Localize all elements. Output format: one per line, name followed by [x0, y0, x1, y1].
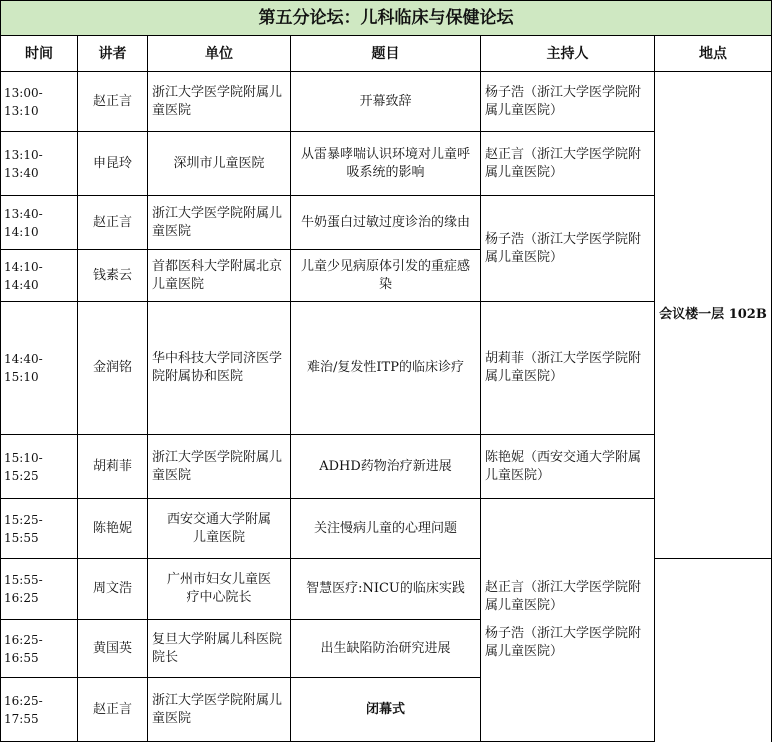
row-speaker: 陈艳妮	[78, 499, 148, 559]
row-unit: 广州市妇女儿童医疗中心院长	[148, 559, 291, 620]
row-topic: ADHD药物治疗新进展	[291, 435, 481, 499]
row-topic: 关注慢病儿童的心理问题	[291, 499, 481, 559]
header-speaker: 讲者	[78, 36, 148, 72]
row-time: 15:25-15:55	[1, 499, 78, 559]
host-cell: 杨子浩（浙江大学医学院附属儿童医院）	[481, 72, 655, 132]
row-topic: 牛奶蛋白过敏过度诊治的缘由	[291, 196, 481, 250]
host-cell: 杨子浩（浙江大学医学院附属儿童医院）	[485, 626, 642, 659]
header-venue: 地点	[655, 36, 772, 72]
row-topic: 闭幕式	[291, 678, 481, 742]
row-time: 13:40-14:10	[1, 196, 78, 250]
header-unit: 单位	[148, 36, 291, 72]
row-speaker: 申昆玲	[78, 132, 148, 196]
table-row	[1, 678, 772, 742]
row-time: 13:00-13:10	[1, 72, 78, 132]
venue-cell: 会议楼一层 102B	[655, 72, 772, 559]
row-time: 14:10-14:40	[1, 250, 78, 302]
row-time: 15:10-15:25	[1, 435, 78, 499]
forum-title: 第五分论坛：儿科临床与保健论坛	[1, 1, 772, 36]
table-row	[1, 72, 772, 132]
row-unit: 深圳市儿童医院	[148, 132, 291, 196]
header-time: 时间	[1, 36, 78, 72]
host-cell: 陈艳妮（西安交通大学附属儿童医院）	[481, 435, 655, 499]
row-unit: 浙江大学医学院附属儿童医院	[148, 196, 291, 250]
row-unit: 首都医科大学附属北京儿童医院	[148, 250, 291, 302]
row-topic: 智慧医疗:NICU的临床实践	[291, 559, 481, 620]
row-time: 16:25-16:55	[1, 620, 78, 678]
table-row	[1, 620, 772, 678]
row-speaker: 赵正言	[78, 678, 148, 742]
row-unit: 西安交通大学附属儿童医院	[148, 499, 291, 559]
header-host: 主持人	[481, 36, 655, 72]
header-row	[1, 36, 772, 72]
row-speaker: 赵正言	[78, 196, 148, 250]
header-topic: 题目	[291, 36, 481, 72]
table-row	[1, 559, 772, 620]
row-unit: 浙江大学医学院附属儿童医院	[148, 72, 291, 132]
row-topic: 从雷暴哮喘认识环境对儿童呼吸系统的影响	[291, 132, 481, 196]
row-topic: 开幕致辞	[291, 72, 481, 132]
host-cell: 赵正言（浙江大学医学院附属儿童医院）	[481, 132, 655, 196]
host-cell: 胡莉菲（浙江大学医学院附属儿童医院）	[481, 302, 655, 435]
row-topic: 出生缺陷防治研究进展	[291, 620, 481, 678]
row-unit: 华中科技大学同济医学院附属协和医院	[148, 302, 291, 435]
row-speaker: 钱素云	[78, 250, 148, 302]
host-cell-group	[481, 499, 655, 742]
title-row	[1, 1, 772, 36]
row-time: 14:40-15:10	[1, 302, 78, 435]
host-cell: 杨子浩（浙江大学医学院附属儿童医院）	[481, 196, 655, 302]
row-topic: 难治/复发性ITP的临床诊疗	[291, 302, 481, 435]
row-unit: 浙江大学医学院附属儿童医院	[148, 678, 291, 742]
row-speaker: 黄国英	[78, 620, 148, 678]
row-speaker: 胡莉菲	[78, 435, 148, 499]
row-unit: 浙江大学医学院附属儿童医院	[148, 435, 291, 499]
row-time: 15:55-16:25	[1, 559, 78, 620]
row-speaker: 周文浩	[78, 559, 148, 620]
row-speaker: 金润铭	[78, 302, 148, 435]
row-time: 16:25-17:55	[1, 678, 78, 742]
row-unit: 复旦大学附属儿科医院院长	[148, 620, 291, 678]
host-cell: 赵正言（浙江大学医学院附属儿童医院）	[485, 580, 642, 613]
row-topic: 儿童少见病原体引发的重症感染	[291, 250, 481, 302]
row-time: 13:10-13:40	[1, 132, 78, 196]
row-speaker: 赵正言	[78, 72, 148, 132]
